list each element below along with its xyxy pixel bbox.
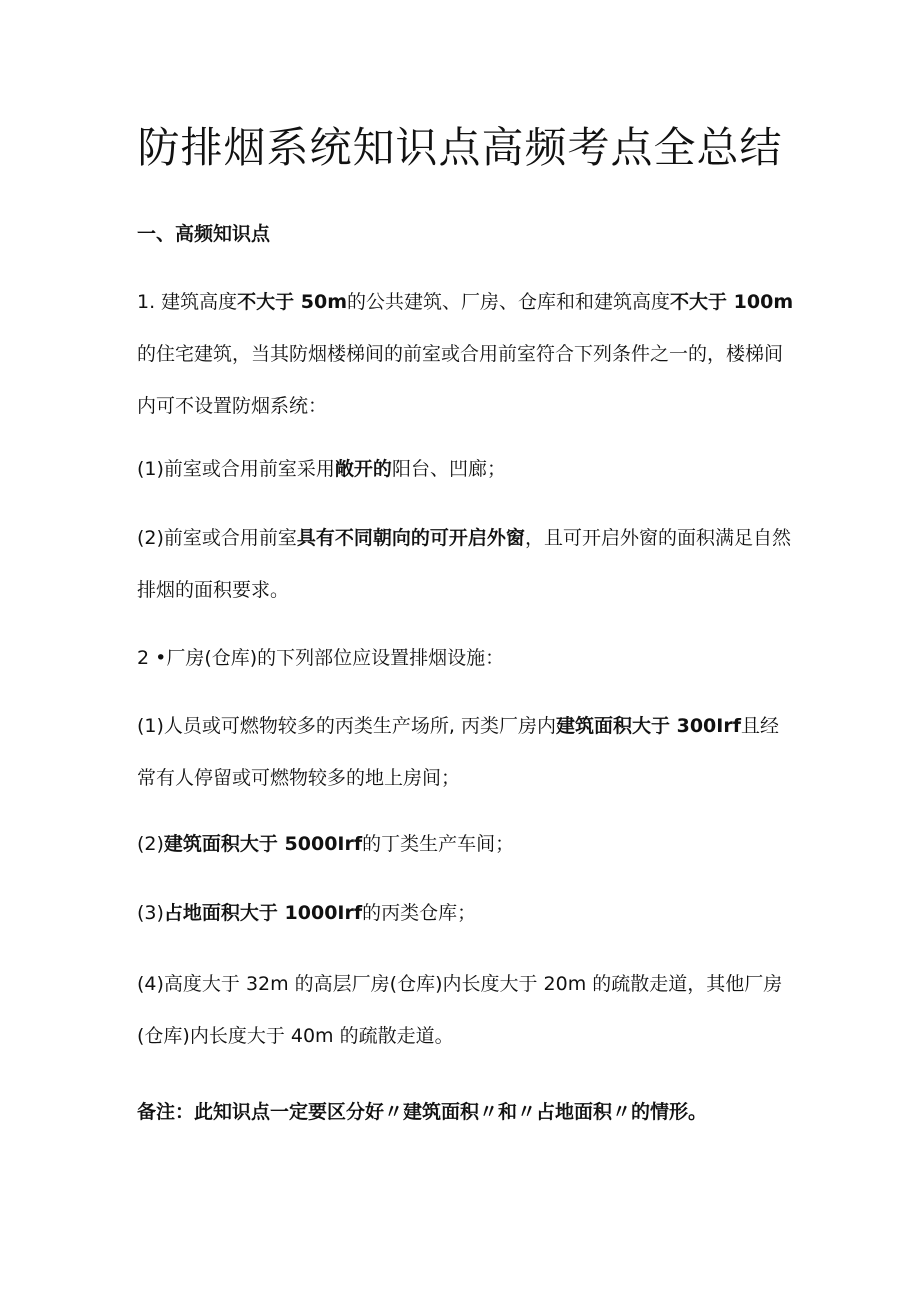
- paragraph-2: 2 •厂房(仓库)的下列部位应设置排烟设施：: [137, 647, 505, 669]
- p2-2-bold-b: 建筑面积大于 5000Irf: [163, 833, 363, 855]
- p2-1-text-c: 且经常有人停留或可燃物较多的地上房间；: [137, 715, 779, 789]
- page-title: 防排烟系统知识点高频考点全总结: [137, 123, 783, 172]
- p1-2-bold-b: 具有不同朝向的可开启外窗: [296, 527, 525, 549]
- p1-text-e: 的住宅建筑，当其防烟楼梯间的前室或合用前室符合下列条件之一的，楼梯间内可不设置防烟系统：: [137, 343, 784, 417]
- p1-bold-b: 不大于 50m: [237, 291, 348, 313]
- section-heading: 一、高频知识点: [137, 223, 271, 245]
- p2-3-bold-b: 占地面积大于 1000Irf: [163, 902, 363, 924]
- paragraph-2-item-2: [137, 818, 797, 870]
- p2-3-text-c: 的丙类仓库；: [362, 902, 477, 924]
- paragraph-1: [137, 276, 797, 432]
- p2-2-text-c: 的丁类生产车间；: [362, 833, 515, 855]
- note: 备注：此知识点一定要区分好〃建筑面积〃和〃占地面积〃的情形。: [137, 1101, 708, 1123]
- paragraph-1-item-2: [137, 512, 797, 616]
- paragraph-2-item-1: [137, 700, 797, 804]
- p1-1-bold-b: 敞开的: [334, 458, 392, 480]
- p2-3-text-a: (3): [137, 902, 164, 924]
- p1-text-a: 1. 建筑高度: [137, 291, 238, 313]
- p2-1-bold-b: 建筑面积大于 300Irf: [556, 715, 741, 737]
- paragraph-2-item-4: (4)高度大于 32m 的高层厂房(仓库)内长度大于 20m 的疏散走道，其他厂房(仓库)内长度大于 40m 的疏散走道。: [137, 973, 783, 1047]
- p1-1-text-a: (1)前室或合用前室采用: [137, 458, 335, 480]
- paragraph-2-item-3: [137, 887, 797, 939]
- p2-2-text-a: (2): [137, 833, 164, 855]
- p1-1-text-c: 阳台、凹廊；: [391, 458, 506, 480]
- p1-2-text-c: ，且可开启外窗的面积满足自然排烟的面积要求。: [137, 527, 791, 601]
- paragraph-1-item-1: [137, 443, 797, 495]
- p1-bold-d: 不大于 100m: [670, 291, 794, 313]
- p1-text-c: 的公共建筑、厂房、仓库和和建筑高度: [347, 291, 671, 313]
- p2-1-text-a: (1)人员或可燃物较多的丙类生产场所, 丙类厂房内: [137, 715, 556, 737]
- p1-2-text-a: (2)前室或合用前室: [137, 527, 297, 549]
